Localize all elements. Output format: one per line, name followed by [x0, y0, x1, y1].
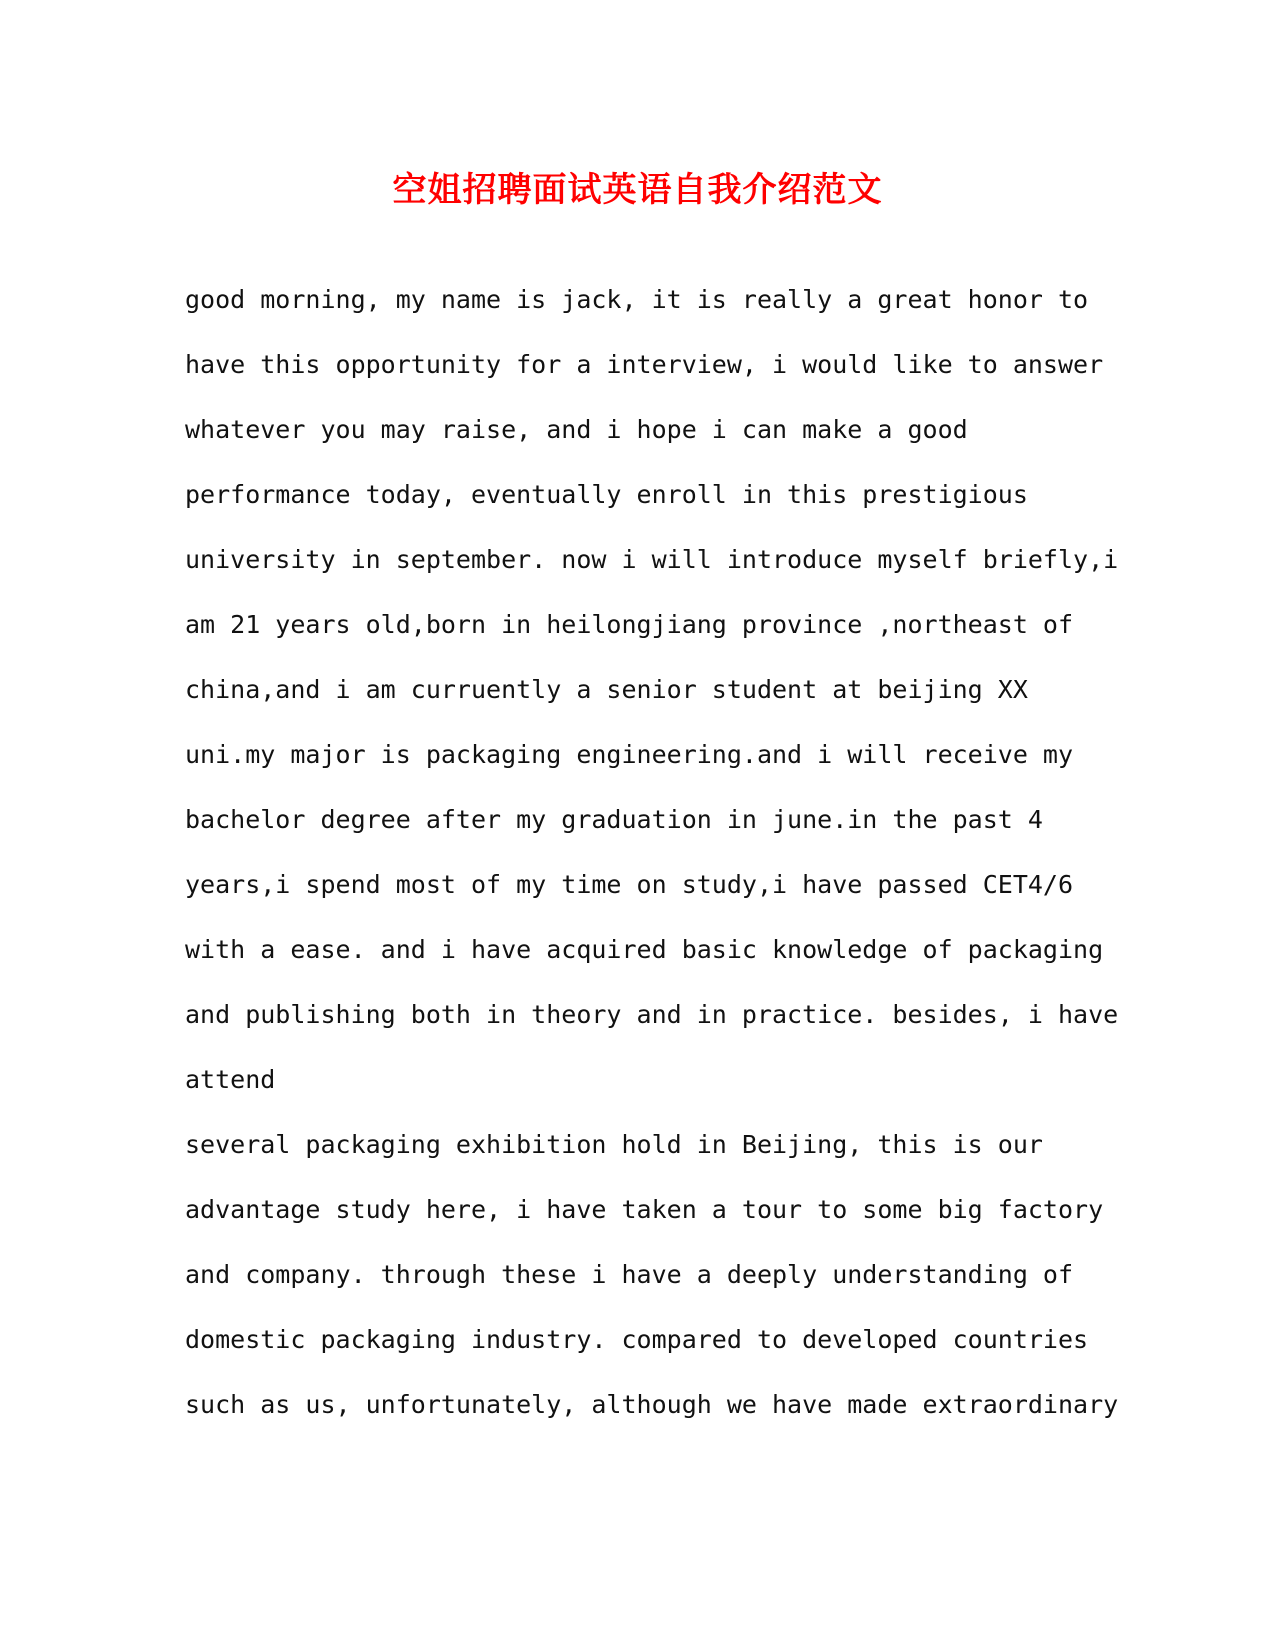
body-line: years,i spend most of my time on study,i have passed CET4/6 [185, 870, 1074, 899]
document-title: 空姐招聘面试英语自我介绍范文 [392, 170, 883, 210]
body-line: several packaging exhibition hold in Beijing, this is our [185, 1130, 1043, 1159]
document-body [185, 280, 1119, 1450]
body-line: uni.my major is packaging engineering.and i will receive my [185, 740, 1074, 769]
body-line: and publishing both in theory and in practice. besides, i have [185, 1000, 1119, 1029]
body-line: whatever you may raise, and i hope i can make a good [185, 415, 968, 444]
body-line: and company. through these i have a deeply understanding of [185, 1260, 1074, 1289]
body-line: domestic packaging industry. compared to developed countries [185, 1325, 1089, 1354]
body-line: china,and i am curruently a senior student at beijing XX [185, 675, 1028, 704]
body-line: attend [185, 1065, 276, 1094]
body-line: bachelor degree after my graduation in june.in the past 4 [185, 805, 1043, 834]
body-line: good morning, my name is jack, it is really a great honor to [185, 285, 1089, 314]
body-line: such as us, unfortunately, although we have made extraordinary [185, 1390, 1119, 1419]
body-line: performance today, eventually enroll in this prestigious [185, 480, 1028, 509]
body-line: have this opportunity for a interview, i would like to answer [185, 350, 1104, 379]
body-line: with a ease. and i have acquired basic knowledge of packaging [185, 935, 1104, 964]
body-line: advantage study here, i have taken a tour to some big factory [185, 1195, 1104, 1224]
body-line: university in september. now i will introduce myself briefly,i [185, 545, 1119, 574]
body-line: am 21 years old,born in heilongjiang province ,northeast of [185, 610, 1074, 639]
